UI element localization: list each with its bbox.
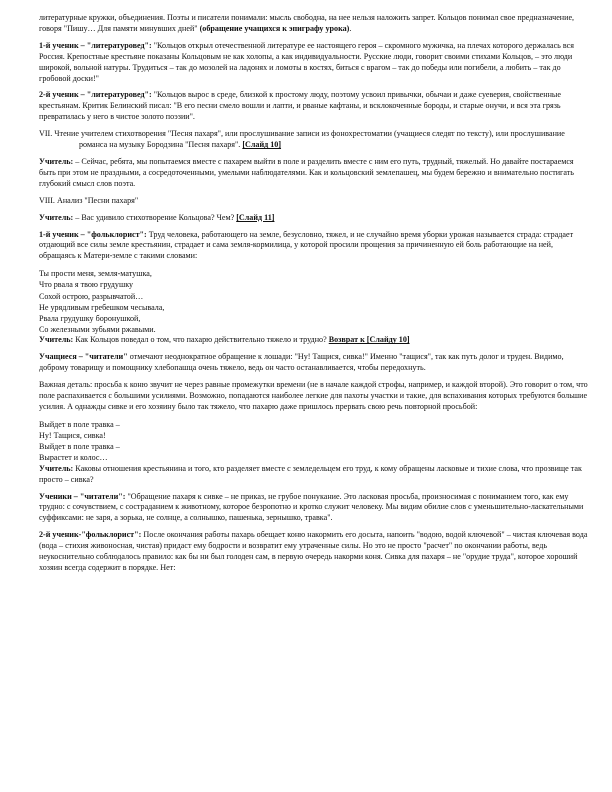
verse-line: Не урядливым гребешком чесывала,	[39, 302, 165, 312]
paragraph-readers-horse	[39, 352, 590, 374]
verse-line: Выйдет в поле травка –	[39, 442, 120, 452]
paragraph-text: – Сейчас, ребята, мы попытаемся вместе с пахарем выйти в поле и разделить вместе с ним его путь, трудный, тяжелый. Но давайте постараемся быть при этом не праздными, а сосредоточенными, умелыми наблюдателями. Как и кольцовский землепашец, мы будем бережно и внимательно постигать глубокий смысл слов поэта.	[39, 156, 574, 188]
paragraph-important-detail	[39, 380, 590, 413]
paragraph-teacher-question2	[39, 335, 590, 346]
slide-link-11[interactable]: [Слайд 11]	[236, 212, 275, 222]
paragraph-student1-folklore	[39, 230, 590, 263]
paragraph-text: отмечают неоднократное обращение к лошади: "Ну! Тащися, сивка!" Именно "тащися", так как путь долог и труден. Видимо, доброму товарищу и помощнику хлебопашца очень тяжело, ведь он часто останавливается, чтобы передохнуть.	[39, 352, 564, 373]
paragraph-text: "Обращение пахаря к сивке – не приказ, не грубое понукание. Это ласковая просьба, произносимая с пониманием того, как ему трудно: с сочувствием, с состраданием к животному, которое безропотно и кротко служит человеку. Мы видим обилие слов с уменьшительно-ласкательными суффиксами: не заря, а зорька, не солнце, а солнышко, пашенька, зернышко, травка".	[39, 491, 584, 523]
paragraph-text: После окончания работы пахарь обещает коню накормить его досыта, напоить "водою, водой ключевой" – чистая ключевая вода (вода – стихия живоносная, чистая) придаст ему бодрости и возвратит ему утраченные силы. Но это не просто "расчет" по окончании работы, ведь неукоснительно соблюдалось правило: как бы ни был голоден сам, в первую очередь накорми коня. Сивка для пахаря – не "орудие труда", которое хороший хозяин всегда содержит в порядке. Нет:	[39, 530, 588, 572]
paragraph-text: – Вас удивило стихотворение Кольцова? Чем?	[73, 212, 237, 222]
verse-line: Ты прости меня, земля-матушка,	[39, 269, 152, 279]
paragraph-intro	[39, 13, 590, 35]
paragraph-text: VII. Чтение учителем стихотворения "Песня пахаря", или прослушивание записи из фонохрестоматии (учащиеся следят по тексту), или прослушивание романса на музыку Бородзина "Песня пахаря".	[39, 129, 565, 150]
speaker-label: 1-й ученик – "литературовед":	[39, 40, 152, 50]
speaker-label: 1-й ученик – "фольклорист":	[39, 229, 147, 239]
epigraph-note: (обращение учащихся к эпиграфу урока)	[199, 23, 350, 33]
paragraph-teacher-question3	[39, 464, 590, 486]
paragraph-teacher-intro	[39, 157, 590, 190]
paragraph-text: Труд человека, работающего на земле, безусловно, тяжел, и не случайно время уборки урожая называется страда: страдает отдающий все силы земле крестьянин, страдает и сама земля-кормилица, у которой просили прощения за причиненную ей боль работающие на ней, обращаясь к Матери-земле с такими словами:	[39, 229, 574, 261]
speaker-label: 2-й ученик – "литературовед":	[39, 90, 152, 100]
verse-line: Ну! Тащися, сивка!	[39, 431, 106, 441]
speaker-label: Учащиеся – "читатели"	[39, 352, 128, 362]
paragraph-tail: .	[349, 23, 352, 33]
verse-line: Вырастет и колос…	[39, 453, 108, 463]
paragraph-teacher-question1	[39, 213, 590, 224]
speaker-label: Ученики – "читатели":	[39, 491, 126, 501]
paragraph-text: "Кольцов вырос в среде, близкой к простому люду, поэтому усвоил привычки, обычаи и даже суеверия, свойственные крестьянам. Критик Белинский писал: "В его песни смело вошли и лапти, и рваные кафтаны, и всклокоченные бороды, и старые онучи, и вся эта грязь превратилась у него в чистое золото поэзии".	[39, 90, 561, 122]
paragraph-student1-literary	[39, 41, 590, 85]
verse-line: Со железными зубьями ржавыми.	[39, 325, 156, 335]
verse-line: Рвала грудушку боронушкой,	[39, 314, 141, 324]
paragraph-student2-literary	[39, 90, 590, 123]
paragraph-student2-folklore	[39, 530, 590, 574]
slide-link-10[interactable]: [Слайд 10]	[242, 140, 282, 150]
speaker-label: Учитель:	[39, 156, 74, 166]
speaker-label: Учитель:	[39, 463, 74, 473]
paragraph-text: Каковы отношения крестьянина и того, кто разделяет вместе с земледельцем его труд, к кому обращены ласковые и тихие слова, что прозвище так просто – сивка?	[39, 463, 582, 484]
paragraph-readers-tender	[39, 492, 590, 525]
section-viii-heading	[39, 196, 590, 207]
paragraph-text: Важная деталь: просьба к коню звучит не через равные промежутки времени (не в начале каждой строфы, например, и каждой второй). Это говорит о том, что поле распахивается с большими усилиями. Возможно, попадаются наиболее легкие для пахоты участки и такие, для вспахивания которых требуются большие усилия. А однажды сивке и его хозяину было так тяжело, что пахарю даже пришлось прервать свою речь повторной просьбой:	[39, 380, 588, 411]
verse-line: Выйдет в поле травка –	[39, 419, 120, 429]
verse-line: Что рвала я твою грудушку	[39, 280, 134, 290]
verse-mother-earth	[39, 268, 590, 335]
verse-line: Сохой острою, разрывчатой…	[39, 291, 144, 301]
speaker-label: 2-й ученик-"фольклорист":	[39, 530, 142, 540]
section-vii-heading	[39, 129, 590, 151]
slide-return-link-10[interactable]: Возврат к [Слайду 10]	[328, 335, 410, 345]
speaker-label: Учитель:	[39, 212, 74, 222]
paragraph-text: литературные кружки, объединения. Поэты и писатели понимали: мысль свободна, на нее нельзя наложить запрет. Кольцов понимал свое предназначение, говоря "Пишу… Для памяти минувших дней"	[39, 13, 575, 33]
paragraph-text: Как Кольцов поведал о том, что пахарю действительно тяжело и трудно?	[73, 335, 329, 345]
verse-grass	[39, 419, 590, 464]
speaker-label: Учитель:	[39, 335, 74, 345]
paragraph-text: VIII. Анализ "Песни пахаря"	[39, 195, 139, 205]
paragraph-text: "Кольцов открыл отечественной литературе ее настоящего героя – скромного мужичка, на плечах которого держалась вся Россия. Крепостные крестьяне показаны Кольцовым не как холопы, а как индивидуальности. Русские люди, говорит своими стихами Кольцов, – это люди широкой, вольной натуры. Трудиться – так до мозолей на ладонях и ломоты в костях, биться с врагом – так до победы или погибели, а любить – так до гробовой доски!"	[39, 40, 574, 83]
